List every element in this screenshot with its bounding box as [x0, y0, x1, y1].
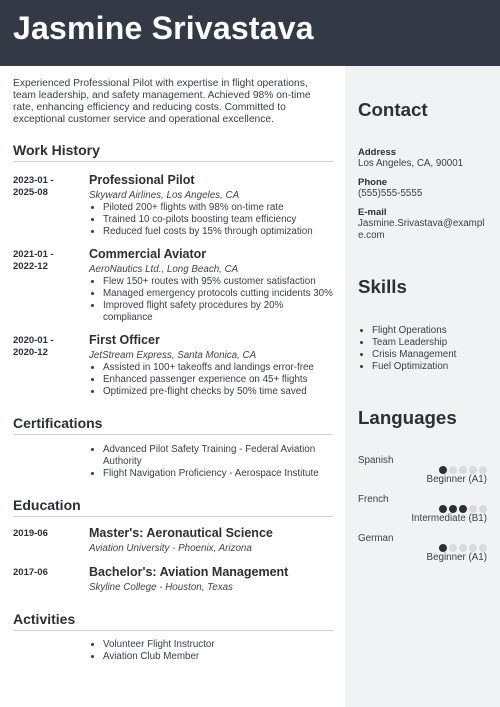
- address-value: Los Angeles, CA, 90001: [358, 158, 464, 170]
- degree-type: Bachelor's: [89, 565, 153, 580]
- list-item: • Trained 10 co-pilots boosting team efficiency: [103, 214, 333, 226]
- list-item: • Reduced fuel costs by 15% through optimization: [103, 226, 333, 238]
- language-level-dots: [358, 544, 487, 552]
- school: Aviation University - Phoenix, Arizona: [89, 543, 252, 555]
- language-entry: [358, 533, 487, 563]
- work-history-title: Work History: [13, 142, 333, 162]
- degree-field: Aeronautical Science: [146, 526, 273, 541]
- education-entry: [13, 565, 333, 593]
- degree: Master's: Aeronautical Science: [89, 526, 273, 541]
- work-entry: [13, 247, 333, 324]
- level-dot: [469, 505, 477, 513]
- list-item: • Aviation Club Member: [103, 651, 333, 663]
- level-dot: [449, 544, 457, 552]
- language-name: French: [358, 494, 389, 506]
- certifications-title: Certifications: [13, 415, 333, 435]
- level-dot: [439, 505, 447, 513]
- list-item: • Enhanced passenger experience on 45+ flights: [103, 374, 333, 386]
- main-column: [13, 78, 333, 663]
- skill-item: • Fuel Optimization: [372, 361, 487, 373]
- job-title: Professional Pilot: [89, 173, 195, 188]
- work-entry: [13, 173, 333, 238]
- skill-item: • Team Leadership: [372, 337, 487, 349]
- level-dot: [479, 544, 487, 552]
- language-level: Beginner (A1): [426, 474, 487, 486]
- language-level-dots: [358, 505, 487, 513]
- work-date: 2020-01 - 2020-12: [13, 335, 54, 359]
- address-label: Address: [358, 147, 397, 159]
- skill-item: • Crisis Management: [372, 349, 487, 361]
- level-dot: [439, 466, 447, 474]
- list-item: • Flight Navigation Proficiency - Aerospace Institute: [103, 468, 333, 480]
- list-item: • Optimized pre-flight checks by 50% time saved: [103, 386, 333, 398]
- list-item: • Managed emergency protocols cutting incidents 30%: [103, 288, 333, 300]
- language-level: Intermediate (B1): [411, 513, 487, 525]
- list-item: • Advanced Pilot Safety Training - Federal Aviation Authority: [103, 444, 333, 468]
- list-item: • Volunteer Flight Instructor: [103, 639, 333, 651]
- language-entry: [358, 455, 487, 485]
- company: Skyward Airlines, Los Angeles, CA: [89, 190, 240, 202]
- level-dot: [449, 466, 457, 474]
- level-dot: [469, 544, 477, 552]
- work-entry: [13, 333, 333, 398]
- list-item: • Assisted in 100+ takeoffs and landings error-free: [103, 362, 333, 374]
- education-date: 2019-06: [13, 528, 48, 540]
- list-item: • Improved flight safety procedures by 20% compliance: [103, 300, 333, 324]
- phone-label: Phone: [358, 177, 388, 189]
- language-name: German: [358, 533, 394, 545]
- education-title: Education: [13, 497, 333, 517]
- header-banner: [0, 0, 500, 66]
- degree-type: Master's: [89, 526, 140, 541]
- list-item: • Piloted 200+ flights with 98% on-time rate: [103, 202, 333, 214]
- level-dot: [459, 505, 467, 513]
- languages-title: Languages: [358, 406, 457, 428]
- job-title: Commercial Aviator: [89, 247, 207, 262]
- skill-item: • Flight Operations: [372, 325, 487, 337]
- level-dot: [459, 466, 467, 474]
- degree-field: Aviation Management: [159, 565, 289, 580]
- company: AeroNautics Ltd., Long Beach, CA: [89, 264, 239, 276]
- level-dot: [479, 505, 487, 513]
- skills-title: Skills: [358, 276, 407, 298]
- email-value: Jasmine.Srivastava@example.com: [358, 218, 485, 242]
- contact-title: Contact: [358, 98, 428, 120]
- company: JetStream Express, Santa Monica, CA: [89, 350, 257, 362]
- language-entry: [358, 494, 487, 524]
- sidebar-content: [358, 80, 487, 563]
- education-entry: [13, 526, 333, 554]
- level-dot: [479, 466, 487, 474]
- list-item: • Flew 150+ routes with 95% customer satisfaction: [103, 276, 333, 288]
- work-date: 2021-01 - 2022-12: [13, 249, 54, 273]
- language-name: Spanish: [358, 455, 394, 467]
- degree: Bachelor's: Aviation Management: [89, 565, 289, 580]
- candidate-name: Jasmine Srivastava: [13, 10, 314, 46]
- email-label: E-mail: [358, 207, 387, 219]
- language-level: Beginner (A1): [426, 552, 487, 564]
- phone-value: (555)555-5555: [358, 188, 423, 200]
- activities-title: Activities: [13, 611, 333, 631]
- level-dot: [439, 544, 447, 552]
- education-date: 2017-06: [13, 567, 48, 579]
- level-dot: [449, 505, 457, 513]
- work-date: 2023-01 - 2025-08: [13, 175, 54, 199]
- level-dot: [459, 544, 467, 552]
- school: Skyline College - Houston, Texas: [89, 582, 233, 594]
- summary: Experienced Professional Pilot with expertise in flight operations, team leadership, and safety management. Achieved 98% on-time rate, enhancing efficiency and reducing costs. Committed to exceptional customer service and operational excellence.: [13, 78, 311, 126]
- job-title: First Officer: [89, 333, 160, 348]
- language-level-dots: [358, 466, 487, 474]
- level-dot: [469, 466, 477, 474]
